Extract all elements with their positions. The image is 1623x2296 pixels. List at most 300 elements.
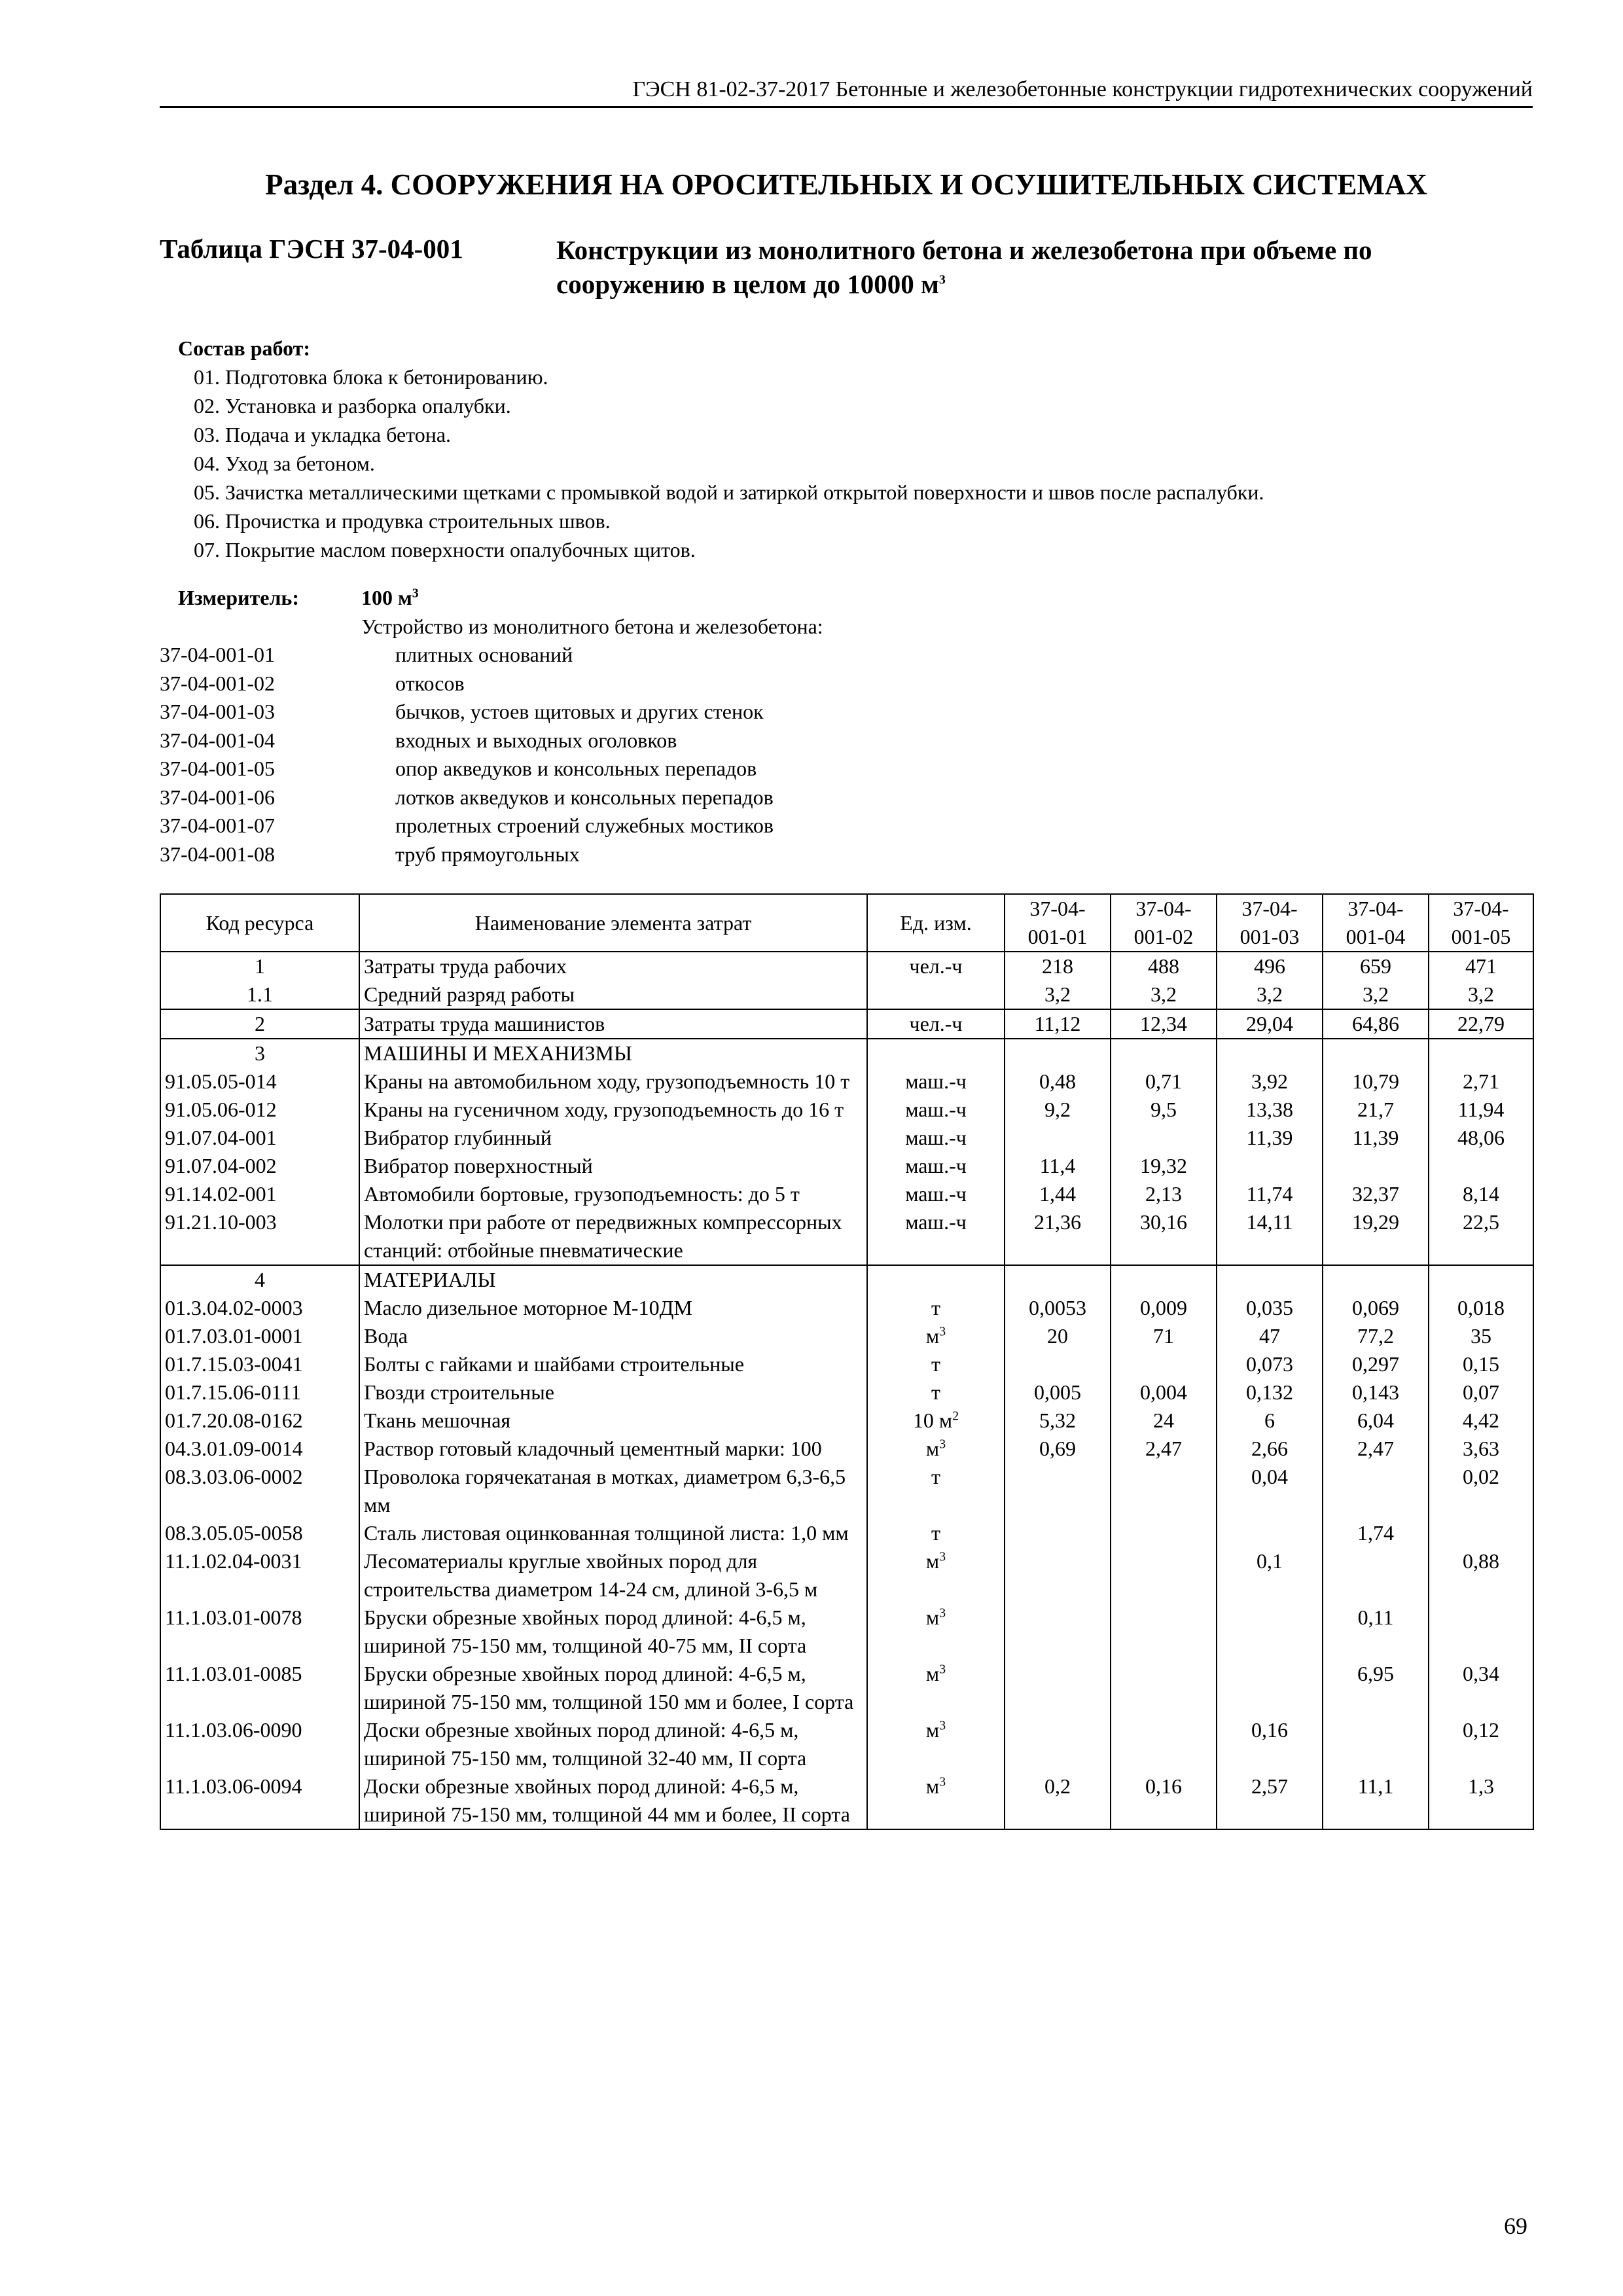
measure-label: Измеритель: bbox=[178, 586, 299, 609]
section-title: Раздел 4. СООРУЖЕНИЯ НА ОРОСИТЕЛЬНЫХ И ОСУШИТЕЛЬНЫХ СИСТЕМАХ bbox=[265, 168, 1427, 201]
cell-value: 11,39 bbox=[1323, 1124, 1429, 1152]
cell-name: Масло дизельное моторное М-10ДМ bbox=[359, 1294, 867, 1322]
measure-unit-text: 100 м bbox=[361, 586, 412, 609]
cell-value: 0,88 bbox=[1429, 1547, 1533, 1604]
header-col-3 bbox=[1217, 894, 1323, 952]
cell-unit-text: м bbox=[925, 1662, 940, 1685]
work-item: 02. Установка и разборка опалубки. bbox=[194, 394, 511, 418]
cell-unit bbox=[867, 1378, 1005, 1407]
work-item: 06. Прочистка и продувка строительных швов. bbox=[194, 509, 611, 533]
header-col-2-b: 001-02 bbox=[1133, 925, 1194, 948]
measure-unit bbox=[361, 584, 419, 613]
table-row bbox=[160, 1294, 1533, 1322]
measure-item-code: 37-04-001-02 bbox=[160, 671, 275, 695]
header-col-5 bbox=[1429, 894, 1533, 952]
table-row bbox=[160, 1009, 1533, 1039]
cell-value bbox=[1429, 1152, 1533, 1180]
cell-value: 12,34 bbox=[1111, 1009, 1217, 1039]
cell-value bbox=[1217, 1660, 1323, 1716]
cell-unit-text: м bbox=[925, 1774, 940, 1798]
cell-unit bbox=[867, 1407, 1005, 1435]
measure-item-code: 37-04-001-01 bbox=[160, 643, 275, 666]
cell-value: 496 bbox=[1217, 952, 1323, 980]
measure-item-name: входных и выходных оголовков bbox=[395, 728, 677, 752]
cell-value bbox=[1217, 1039, 1323, 1067]
cell-value: 11,12 bbox=[1005, 1009, 1111, 1039]
table-row bbox=[160, 1067, 1533, 1096]
cell-value: 11,1 bbox=[1323, 1772, 1429, 1829]
cell-name: Болты с гайками и шайбами строительные bbox=[359, 1350, 867, 1378]
cell-unit-sup: 3 bbox=[939, 1324, 946, 1339]
header-code: Код ресурса bbox=[160, 894, 359, 952]
table-body bbox=[160, 952, 1533, 1829]
cell-value: 3,2 bbox=[1429, 980, 1533, 1009]
header-unit: Ед. изм. bbox=[867, 894, 1005, 952]
header-col-3-b: 001-03 bbox=[1240, 925, 1300, 948]
header-col-5-b: 001-05 bbox=[1451, 925, 1511, 948]
cell-value: 1,44 bbox=[1005, 1180, 1111, 1208]
cell-unit bbox=[867, 1265, 1005, 1294]
measure-item-code: 37-04-001-05 bbox=[160, 757, 275, 780]
cell-value bbox=[1005, 1716, 1111, 1772]
cell-value: 0,34 bbox=[1429, 1660, 1533, 1716]
cell-unit-text: м bbox=[925, 1549, 940, 1573]
cell-code: 04.3.01.09-0014 bbox=[160, 1435, 359, 1463]
cell-value: 11,94 bbox=[1429, 1096, 1533, 1124]
cell-value: 5,32 bbox=[1005, 1407, 1111, 1435]
cell-unit-text: чел.-ч bbox=[909, 954, 963, 978]
measure-item bbox=[160, 812, 823, 840]
cell-unit-sup: 3 bbox=[939, 1718, 946, 1733]
cell-value bbox=[1005, 1124, 1111, 1152]
cell-code: 91.21.10-003 bbox=[160, 1208, 359, 1265]
table-row bbox=[160, 1519, 1533, 1547]
work-item: 03. Подача и укладка бетона. bbox=[194, 423, 452, 446]
table-description bbox=[556, 233, 1525, 301]
measure-item-name: откосов bbox=[395, 671, 465, 695]
cell-value: 0,2 bbox=[1005, 1772, 1111, 1829]
cell-value: 8,14 bbox=[1429, 1180, 1533, 1208]
cell-unit bbox=[867, 1096, 1005, 1124]
cell-unit-sup: 3 bbox=[939, 1774, 946, 1789]
table-row bbox=[160, 1096, 1533, 1124]
cell-value: 471 bbox=[1429, 952, 1533, 980]
cell-value: 0,143 bbox=[1323, 1378, 1429, 1407]
table-row bbox=[160, 1152, 1533, 1180]
measure-item-code: 37-04-001-07 bbox=[160, 814, 275, 837]
page-number: 69 bbox=[1504, 2213, 1527, 2239]
cell-value: 0,004 bbox=[1111, 1378, 1217, 1407]
cell-code: 11.1.03.06-0094 bbox=[160, 1772, 359, 1829]
cell-value bbox=[1217, 1604, 1323, 1660]
cell-value: 2,47 bbox=[1111, 1435, 1217, 1463]
table-row bbox=[160, 1547, 1533, 1604]
header-col-2 bbox=[1111, 894, 1217, 952]
measure-intro: Устройство из монолитного бетона и железобетона: bbox=[361, 614, 823, 638]
cell-name: Затраты труда машинистов bbox=[359, 1009, 867, 1039]
cell-unit-text: 10 м bbox=[912, 1408, 953, 1432]
cell-value bbox=[1111, 1265, 1217, 1294]
cell-value: 488 bbox=[1111, 952, 1217, 980]
cell-unit bbox=[867, 1716, 1005, 1772]
measure-item bbox=[160, 670, 823, 698]
cell-value: 6,95 bbox=[1323, 1660, 1429, 1716]
cell-unit bbox=[867, 952, 1005, 980]
cell-value: 6,04 bbox=[1323, 1407, 1429, 1435]
cell-value bbox=[1005, 1604, 1111, 1660]
cell-value: 218 bbox=[1005, 952, 1111, 980]
measure-item-code: 37-04-001-03 bbox=[160, 700, 275, 723]
cell-unit-text: маш.-ч bbox=[905, 1210, 967, 1234]
cell-value bbox=[1111, 1519, 1217, 1547]
cell-code: 1.1 bbox=[160, 980, 359, 1009]
table-row bbox=[160, 1378, 1533, 1407]
table-row bbox=[160, 1435, 1533, 1463]
measure-item bbox=[160, 755, 823, 783]
cell-value bbox=[1217, 1152, 1323, 1180]
cell-value bbox=[1005, 1519, 1111, 1547]
measure-block bbox=[160, 584, 823, 869]
measure-item-name: труб прямоугольных bbox=[395, 842, 580, 866]
cell-value: 0,035 bbox=[1217, 1294, 1323, 1322]
measure-item-code: 37-04-001-08 bbox=[160, 842, 275, 866]
cell-value: 13,38 bbox=[1217, 1096, 1323, 1124]
cell-unit-sup: 3 bbox=[939, 1437, 946, 1452]
cell-value bbox=[1005, 1350, 1111, 1378]
table-row bbox=[160, 1039, 1533, 1067]
cell-value: 22,5 bbox=[1429, 1208, 1533, 1265]
cell-code: 11.1.02.04-0031 bbox=[160, 1547, 359, 1604]
cell-unit bbox=[867, 1463, 1005, 1519]
cell-value: 2,13 bbox=[1111, 1180, 1217, 1208]
cell-value: 0,16 bbox=[1111, 1772, 1217, 1829]
work-item: 05. Зачистка металлическими щетками с промывкой водой и затиркой открытой поверхности и швов после распалубки. bbox=[194, 480, 1264, 504]
cell-unit-text: м bbox=[925, 1437, 940, 1460]
cell-value: 19,32 bbox=[1111, 1152, 1217, 1180]
cell-value bbox=[1005, 1039, 1111, 1067]
cell-code: 08.3.03.06-0002 bbox=[160, 1463, 359, 1519]
cell-value: 11,74 bbox=[1217, 1180, 1323, 1208]
cell-value: 9,2 bbox=[1005, 1096, 1111, 1124]
header-col-1 bbox=[1005, 894, 1111, 952]
table-row bbox=[160, 1322, 1533, 1350]
measure-list bbox=[160, 641, 823, 869]
cell-value: 35 bbox=[1429, 1322, 1533, 1350]
measure-item-code: 37-04-001-06 bbox=[160, 785, 275, 809]
cell-code: 91.07.04-001 bbox=[160, 1124, 359, 1152]
table-row bbox=[160, 1716, 1533, 1772]
table-row bbox=[160, 1208, 1533, 1265]
cell-value bbox=[1005, 1265, 1111, 1294]
cell-value: 0,073 bbox=[1217, 1350, 1323, 1378]
cell-value: 0,69 bbox=[1005, 1435, 1111, 1463]
header-col-1-a: 37-04- bbox=[1029, 897, 1086, 920]
cell-name: Проволока горячекатаная в мотках, диаметром 6,3-6,5 мм bbox=[359, 1463, 867, 1519]
cell-value: 0,04 bbox=[1217, 1463, 1323, 1519]
cell-value: 2,57 bbox=[1217, 1772, 1323, 1829]
cell-value: 48,06 bbox=[1429, 1124, 1533, 1152]
cell-unit-sup: 3 bbox=[939, 1605, 946, 1621]
cell-unit bbox=[867, 1208, 1005, 1265]
cell-unit bbox=[867, 1660, 1005, 1716]
cell-unit bbox=[867, 1124, 1005, 1152]
cell-unit-text: маш.-ч bbox=[905, 1182, 967, 1206]
cell-name: Вибратор глубинный bbox=[359, 1124, 867, 1152]
cell-value bbox=[1111, 1716, 1217, 1772]
cell-value: 0,07 bbox=[1429, 1378, 1533, 1407]
measure-item-code: 37-04-001-04 bbox=[160, 728, 275, 752]
cell-value: 0,15 bbox=[1429, 1350, 1533, 1378]
cell-name: Молотки при работе от передвижных компрессорных станций: отбойные пневматические bbox=[359, 1208, 867, 1265]
cell-value: 0,0053 bbox=[1005, 1294, 1111, 1322]
cell-value bbox=[1217, 1519, 1323, 1547]
cell-unit-text: маш.-ч bbox=[905, 1098, 967, 1121]
cell-unit bbox=[867, 1067, 1005, 1096]
measure-intro-row bbox=[160, 613, 823, 641]
cell-name: Сталь листовая оцинкованная толщиной листа: 1,0 мм bbox=[359, 1519, 867, 1547]
cell-value: 2,47 bbox=[1323, 1435, 1429, 1463]
cell-value: 11,39 bbox=[1217, 1124, 1323, 1152]
cell-value bbox=[1111, 1547, 1217, 1604]
measure-item bbox=[160, 698, 823, 726]
cell-unit-sup: 2 bbox=[952, 1408, 959, 1424]
cell-value bbox=[1111, 1039, 1217, 1067]
cell-value: 19,29 bbox=[1323, 1208, 1429, 1265]
table-header-row bbox=[160, 894, 1533, 952]
cell-value: 14,11 bbox=[1217, 1208, 1323, 1265]
running-header: ГЭСН 81-02-37-2017 Бетонные и железобетонные конструкции гидротехнических сооружений bbox=[160, 77, 1533, 108]
cell-value: 0,12 bbox=[1429, 1716, 1533, 1772]
cell-value: 6 bbox=[1217, 1407, 1323, 1435]
cell-value bbox=[1005, 1463, 1111, 1519]
cell-unit bbox=[867, 980, 1005, 1009]
measure-item-name: лотков акведуков и консольных перепадов bbox=[395, 785, 774, 809]
cell-value: 9,5 bbox=[1111, 1096, 1217, 1124]
header-col-5-a: 37-04- bbox=[1453, 897, 1509, 920]
cell-value: 24 bbox=[1111, 1407, 1217, 1435]
table-row bbox=[160, 1463, 1533, 1519]
measure-item-name: пролетных строений служебных мостиков bbox=[395, 814, 774, 837]
cell-value: 22,79 bbox=[1429, 1009, 1533, 1039]
cell-name: Гвозди строительные bbox=[359, 1378, 867, 1407]
cell-name: Раствор готовый кладочный цементный марки: 100 bbox=[359, 1435, 867, 1463]
measure-item bbox=[160, 783, 823, 812]
cell-unit-sup: 3 bbox=[939, 1549, 946, 1564]
cell-unit-text: м bbox=[925, 1605, 940, 1629]
cell-unit-text: маш.-ч bbox=[905, 1126, 967, 1149]
cell-code: 01.3.04.02-0003 bbox=[160, 1294, 359, 1322]
table-row bbox=[160, 1604, 1533, 1660]
table-row bbox=[160, 1265, 1533, 1294]
table-row bbox=[160, 1407, 1533, 1435]
works-title: Состав работ: bbox=[178, 336, 311, 360]
cell-value: 0,71 bbox=[1111, 1067, 1217, 1096]
cell-value: 2,66 bbox=[1217, 1435, 1323, 1463]
works-block bbox=[178, 334, 1264, 564]
cell-value bbox=[1111, 1604, 1217, 1660]
cell-code: 11.1.03.06-0090 bbox=[160, 1716, 359, 1772]
header-col-3-a: 37-04- bbox=[1241, 897, 1298, 920]
cell-unit bbox=[867, 1152, 1005, 1180]
cell-unit-text: т bbox=[931, 1296, 940, 1319]
header-col-2-a: 37-04- bbox=[1135, 897, 1192, 920]
cell-code: 91.05.06-012 bbox=[160, 1096, 359, 1124]
table-row bbox=[160, 1124, 1533, 1152]
measure-item bbox=[160, 641, 823, 670]
cell-value: 0,297 bbox=[1323, 1350, 1429, 1378]
measure-item-name: плитных оснований bbox=[395, 643, 573, 666]
cell-unit-text: м bbox=[925, 1718, 940, 1742]
cell-value bbox=[1111, 1463, 1217, 1519]
cell-unit bbox=[867, 1519, 1005, 1547]
cell-name: Лесоматериалы круглые хвойных пород для строительства диаметром 14-24 см, длиной 3-6,5 м bbox=[359, 1547, 867, 1604]
table-label: Таблица ГЭСН 37-04-001 bbox=[160, 234, 463, 264]
cell-code: 11.1.03.01-0078 bbox=[160, 1604, 359, 1660]
cell-value: 21,7 bbox=[1323, 1096, 1429, 1124]
cell-unit-text: маш.-ч bbox=[905, 1069, 967, 1093]
cell-unit bbox=[867, 1772, 1005, 1829]
cell-unit bbox=[867, 1547, 1005, 1604]
cell-value: 3,2 bbox=[1111, 980, 1217, 1009]
cell-unit-text: м bbox=[925, 1324, 940, 1348]
cell-value: 1,3 bbox=[1429, 1772, 1533, 1829]
cell-value: 30,16 bbox=[1111, 1208, 1217, 1265]
cell-value bbox=[1111, 1660, 1217, 1716]
cell-value bbox=[1005, 1547, 1111, 1604]
cell-code: 4 bbox=[160, 1265, 359, 1294]
cell-value: 3,63 bbox=[1429, 1435, 1533, 1463]
cell-value: 4,42 bbox=[1429, 1407, 1533, 1435]
cell-unit bbox=[867, 1039, 1005, 1067]
cell-name: МАШИНЫ И МЕХАНИЗМЫ bbox=[359, 1039, 867, 1067]
cell-value bbox=[1323, 1152, 1429, 1180]
cell-value: 0,02 bbox=[1429, 1463, 1533, 1519]
cell-code: 08.3.05.05-0058 bbox=[160, 1519, 359, 1547]
table-row bbox=[160, 952, 1533, 980]
cell-value: 0,48 bbox=[1005, 1067, 1111, 1096]
cell-value bbox=[1323, 1039, 1429, 1067]
cell-unit bbox=[867, 1322, 1005, 1350]
cell-name: Краны на гусеничном ходу, грузоподъемность до 16 т bbox=[359, 1096, 867, 1124]
table-description-sup: 3 bbox=[938, 272, 946, 287]
cell-value: 0,069 bbox=[1323, 1294, 1429, 1322]
work-item: 07. Покрытие маслом поверхности опалубочных щитов. bbox=[194, 538, 696, 562]
cell-value: 0,1 bbox=[1217, 1547, 1323, 1604]
cell-value: 1,74 bbox=[1323, 1519, 1429, 1547]
cell-code: 01.7.20.08-0162 bbox=[160, 1407, 359, 1435]
cell-value bbox=[1323, 1265, 1429, 1294]
cell-name: Ткань мешочная bbox=[359, 1407, 867, 1435]
measure-item-name: бычков, устоев щитовых и других стенок bbox=[395, 700, 764, 723]
cell-value: 0,132 bbox=[1217, 1378, 1323, 1407]
measure-item bbox=[160, 726, 823, 755]
cell-value: 659 bbox=[1323, 952, 1429, 980]
cell-value: 0,16 bbox=[1217, 1716, 1323, 1772]
header-name: Наименование элемента затрат bbox=[359, 894, 867, 952]
cell-unit-text: маш.-ч bbox=[905, 1154, 967, 1177]
header-col-4-a: 37-04- bbox=[1347, 897, 1404, 920]
cell-value: 0,018 bbox=[1429, 1294, 1533, 1322]
cell-value bbox=[1429, 1265, 1533, 1294]
cell-value: 3,2 bbox=[1217, 980, 1323, 1009]
cell-code: 91.07.04-002 bbox=[160, 1152, 359, 1180]
works-list bbox=[178, 363, 1264, 564]
cell-value bbox=[1429, 1604, 1533, 1660]
cell-value bbox=[1429, 1519, 1533, 1547]
cell-value: 0,11 bbox=[1323, 1604, 1429, 1660]
cell-unit bbox=[867, 1180, 1005, 1208]
cell-value bbox=[1323, 1463, 1429, 1519]
cell-name: Краны на автомобильном ходу, грузоподъемность 10 т bbox=[359, 1067, 867, 1096]
cell-value: 10,79 bbox=[1323, 1067, 1429, 1096]
cell-value bbox=[1005, 1660, 1111, 1716]
cell-unit-text: т bbox=[931, 1352, 940, 1376]
cell-unit bbox=[867, 1435, 1005, 1463]
cell-value: 47 bbox=[1217, 1322, 1323, 1350]
header-col-4 bbox=[1323, 894, 1429, 952]
cell-value: 32,37 bbox=[1323, 1180, 1429, 1208]
cell-value: 0,005 bbox=[1005, 1378, 1111, 1407]
cell-name: МАТЕРИАЛЫ bbox=[359, 1265, 867, 1294]
cell-code: 91.14.02-001 bbox=[160, 1180, 359, 1208]
cell-unit-text: т bbox=[931, 1521, 940, 1545]
measure-unit-sup: 3 bbox=[412, 586, 419, 601]
cell-code: 2 bbox=[160, 1009, 359, 1039]
cell-value: 77,2 bbox=[1323, 1322, 1429, 1350]
cell-value bbox=[1111, 1124, 1217, 1152]
cell-unit bbox=[867, 1604, 1005, 1660]
cell-value: 29,04 bbox=[1217, 1009, 1323, 1039]
cell-unit-text: т bbox=[931, 1465, 940, 1488]
cell-value: 0,009 bbox=[1111, 1294, 1217, 1322]
header-col-1-b: 001-01 bbox=[1027, 925, 1088, 948]
cell-value: 64,86 bbox=[1323, 1009, 1429, 1039]
header-col-4-b: 001-04 bbox=[1346, 925, 1406, 948]
cell-unit bbox=[867, 1294, 1005, 1322]
measure-row bbox=[160, 584, 823, 613]
cell-name: Автомобили бортовые, грузоподъемность: до 5 т bbox=[359, 1180, 867, 1208]
cell-unit-text: чел.-ч bbox=[909, 1012, 963, 1035]
measure-item-name: опор акведуков и консольных перепадов bbox=[395, 757, 757, 780]
cell-name: Доски обрезные хвойных пород длиной: 4-6,5 м, шириной 75-150 мм, толщиной 44 мм и более, II сорта bbox=[359, 1772, 867, 1829]
cell-name: Средний разряд работы bbox=[359, 980, 867, 1009]
cell-value bbox=[1323, 1716, 1429, 1772]
cell-unit bbox=[867, 1350, 1005, 1378]
cell-value bbox=[1429, 1039, 1533, 1067]
measure-item bbox=[160, 840, 823, 869]
cell-name: Бруски обрезные хвойных пород длиной: 4-6,5 м, шириной 75-150 мм, толщиной 40-75 мм, II сорта bbox=[359, 1604, 867, 1660]
cell-value: 21,36 bbox=[1005, 1208, 1111, 1265]
table-row bbox=[160, 1350, 1533, 1378]
cell-value: 3,92 bbox=[1217, 1067, 1323, 1096]
resource-table bbox=[160, 893, 1534, 1830]
cell-unit-text: т bbox=[931, 1380, 940, 1404]
cell-value bbox=[1217, 1265, 1323, 1294]
table-row bbox=[160, 1660, 1533, 1716]
cell-code: 01.7.15.03-0041 bbox=[160, 1350, 359, 1378]
cell-value: 2,71 bbox=[1429, 1067, 1533, 1096]
table-row bbox=[160, 1180, 1533, 1208]
cell-name: Бруски обрезные хвойных пород длиной: 4-6,5 м, шириной 75-150 мм, толщиной 150 мм и более, I сорта bbox=[359, 1660, 867, 1716]
cell-code: 11.1.03.01-0085 bbox=[160, 1660, 359, 1716]
cell-value: 3,2 bbox=[1323, 980, 1429, 1009]
table-row bbox=[160, 980, 1533, 1009]
cell-code: 01.7.03.01-0001 bbox=[160, 1322, 359, 1350]
measure-intro-spacer bbox=[160, 613, 361, 641]
cell-code: 1 bbox=[160, 952, 359, 980]
table-description-text: Конструкции из монолитного бетона и железобетона при объеме по сооружению в целом до 10000 м bbox=[556, 235, 1372, 299]
cell-code: 91.05.05-014 bbox=[160, 1067, 359, 1096]
